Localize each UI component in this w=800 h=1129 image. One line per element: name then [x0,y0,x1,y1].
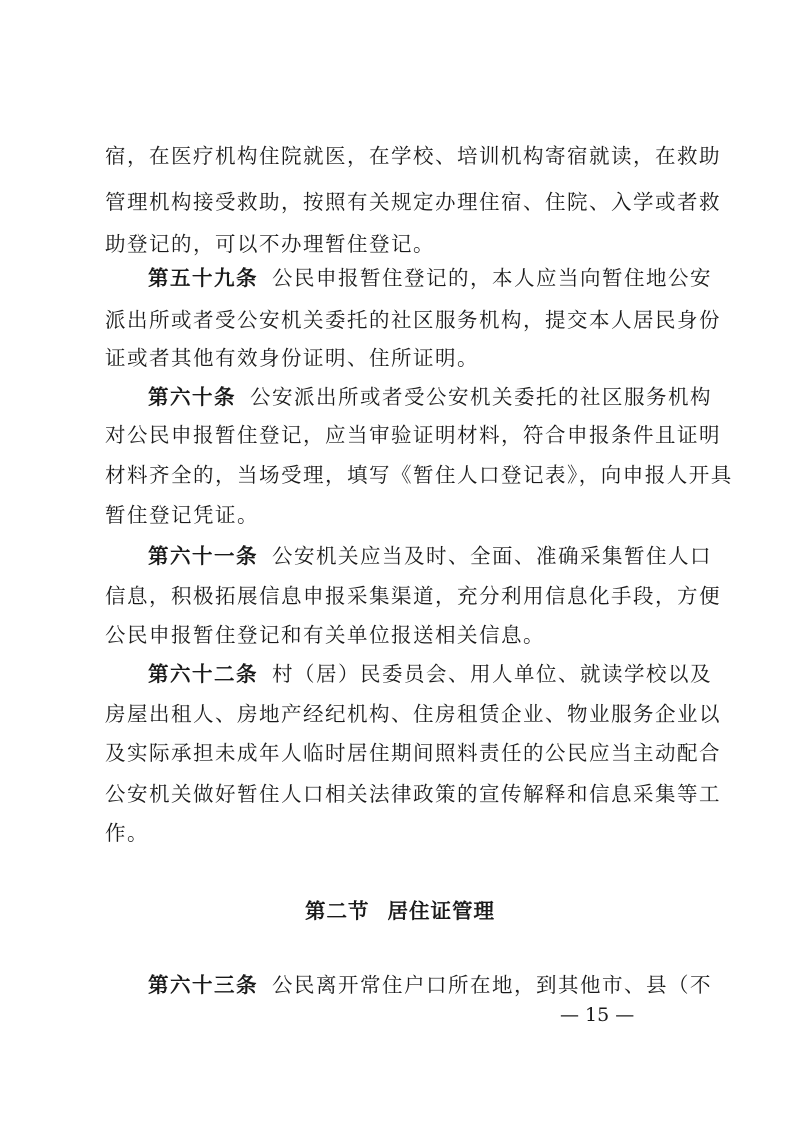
article-label: 第六十条 [148,385,236,409]
body-text-line: 管理机构接受救助，按照有关规定办理住宿、住院、入学或者救 [105,190,721,214]
page-number: — 15 — [560,1004,635,1026]
article-label: 第六十三条 [148,973,258,997]
body-text-line: 房屋出租人、房地产经纪机构、住房租赁企业、物业服务企业以 [105,702,721,726]
article-62-first-line [148,660,712,688]
article-63-first-line [148,971,712,999]
section-title: 居住证管理 [387,899,495,923]
body-text-line: 信息，积极拓展信息申报采集渠道，充分利用信息化手段，方便 [105,584,721,608]
article-label: 第六十二条 [148,662,258,686]
body-text: 村（居）民委员会、用人单位、就读学校以及 [272,662,712,686]
section-number: 第二节 [305,899,370,923]
body-text-line: 宿，在医疗机构住院就医，在学校、培训机构寄宿就读，在救助 [105,144,721,168]
article-label: 第五十九条 [148,266,258,290]
body-text-line: 证或者其他有效身份证明、住所证明。 [105,346,479,370]
body-text-line: 材料齐全的，当场受理，填写《暂住人口登记表》，向申报人开具 [105,463,733,487]
body-text-line: 暂住登记凭证。 [105,503,259,527]
article-61-first-line [148,542,712,570]
body-text: 公安派出所或者受公安机关委托的社区服务机构 [250,385,712,409]
body-text-line: 派出所或者受公安机关委托的社区服务机构，提交本人居民身份 [105,308,721,332]
body-text-line: 及实际承担未成年人临时居住期间照料责任的公民应当主动配合 [105,741,721,765]
body-text-line: 助登记的，可以不办理暂住登记。 [105,232,435,256]
body-text-line: 作。 [105,821,149,845]
article-60-first-line [148,383,712,411]
body-text: 公民申报暂住登记的，本人应当向暂住地公安 [272,266,712,290]
body-text-line: 对公民申报暂住登记，应当审验证明材料，符合申报条件且证明 [105,423,721,447]
body-text: 公安机关应当及时、全面、准确采集暂住人口 [272,544,712,568]
article-label: 第六十一条 [148,544,258,568]
section-heading [0,897,800,925]
body-text: 公民离开常住户口所在地，到其他市、县（不 [272,973,712,997]
article-59-first-line [148,264,712,292]
body-text-line: 公民申报暂住登记和有关单位报送相关信息。 [105,623,545,647]
body-text-line: 公安机关做好暂住人口相关法律政策的宣传解释和信息采集等工 [105,782,721,806]
